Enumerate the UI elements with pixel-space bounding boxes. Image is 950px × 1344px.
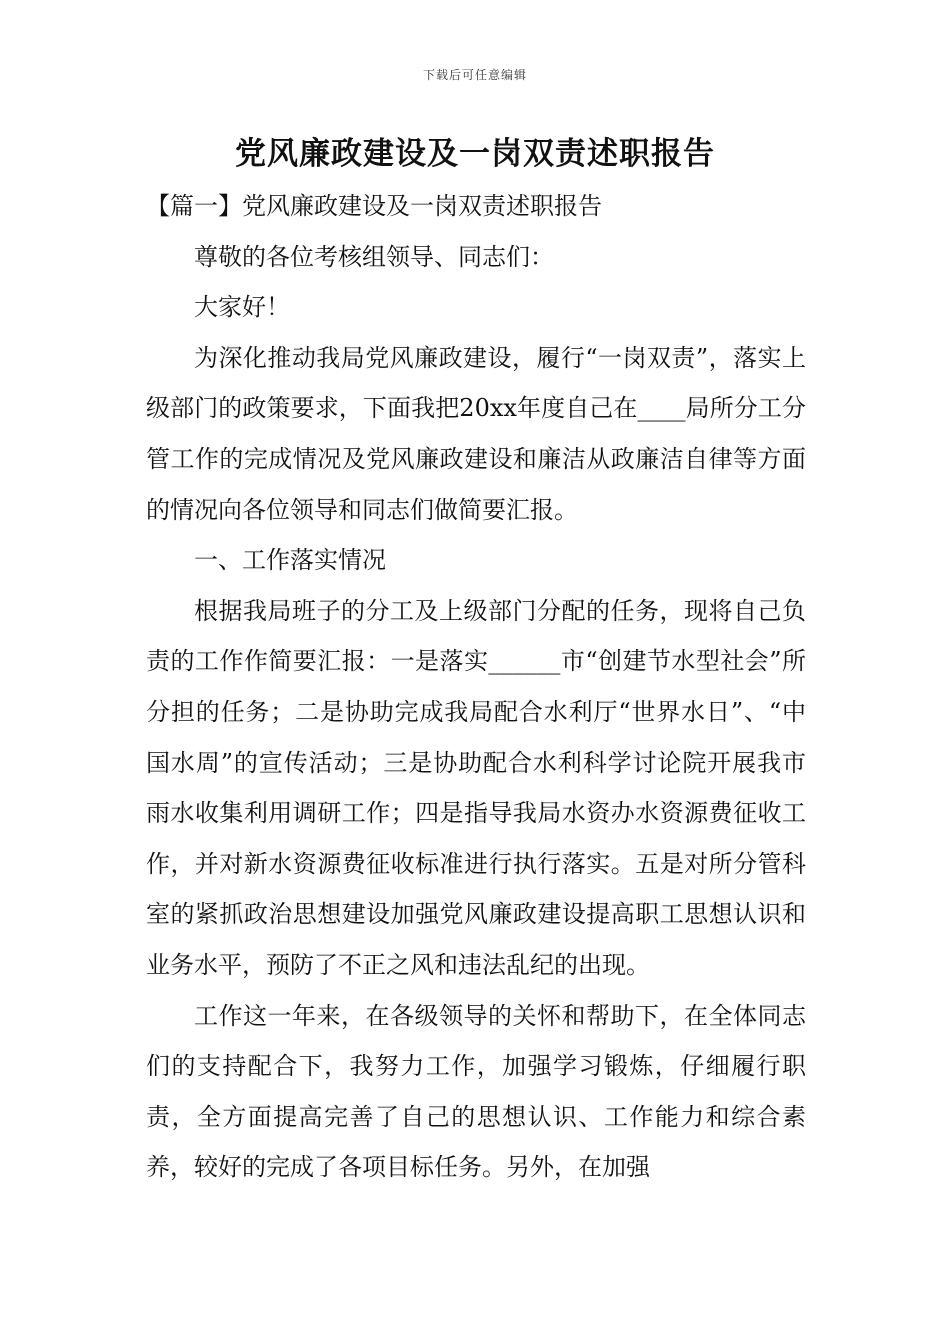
document-body	[146, 181, 806, 1193]
paragraph-year-summary: 工作这一年来，在各级领导的关怀和帮助下，在全体同志们的支持配合下，我努力工作，加强学习锻炼，仔细履行职责，全方面提高完善了自己的思想认识、工作能力和综合素养，较好的完成了各项目标任务。另外，在加强	[146, 1001, 806, 1182]
section-subtitle: 【篇一】党风廉政建设及一岗双责述职报告	[146, 192, 602, 220]
document-title: 党风廉政建设及一岗双责述职报告	[235, 136, 715, 172]
salutation: 尊敬的各位考核组领导、同志们：	[194, 242, 554, 271]
section-heading-work: 一、工作落实情况	[194, 546, 386, 575]
greeting: 大家好！	[194, 293, 290, 322]
header-note: 下载后可任意编辑	[422, 68, 527, 82]
paragraph-work: 根据我局班子的分工及上级部门分配的任务，现将自己负责的工作作简要汇报：一是落实______市“创建节水型社会”所分担的任务；二是协助完成我局配合水利厅“世界水日”、“中国水周”的宣传活动；三是协助配合水利科学讨论院开展我市雨水收集利用调研工作；四是指导我局水资办水资源费征收工作，并对新水资源费征收标准进行执行落实。五是对所分管科室的紧抓政治思想建设加强党风廉政建设提高职工思想认识和业务水平，预防了不正之风和违法乱纪的出现。	[146, 596, 806, 979]
paragraph-intro: 为深化推动我局党风廉政建设，履行“一岗双责”，落实上级部门的政策要求，下面我把20xx年度自己在____局所分工分管工作的完成情况及党风廉政建设和廉洁从政廉洁自律等方面的情况向各位领导和同志们做简要汇报。	[146, 343, 806, 524]
